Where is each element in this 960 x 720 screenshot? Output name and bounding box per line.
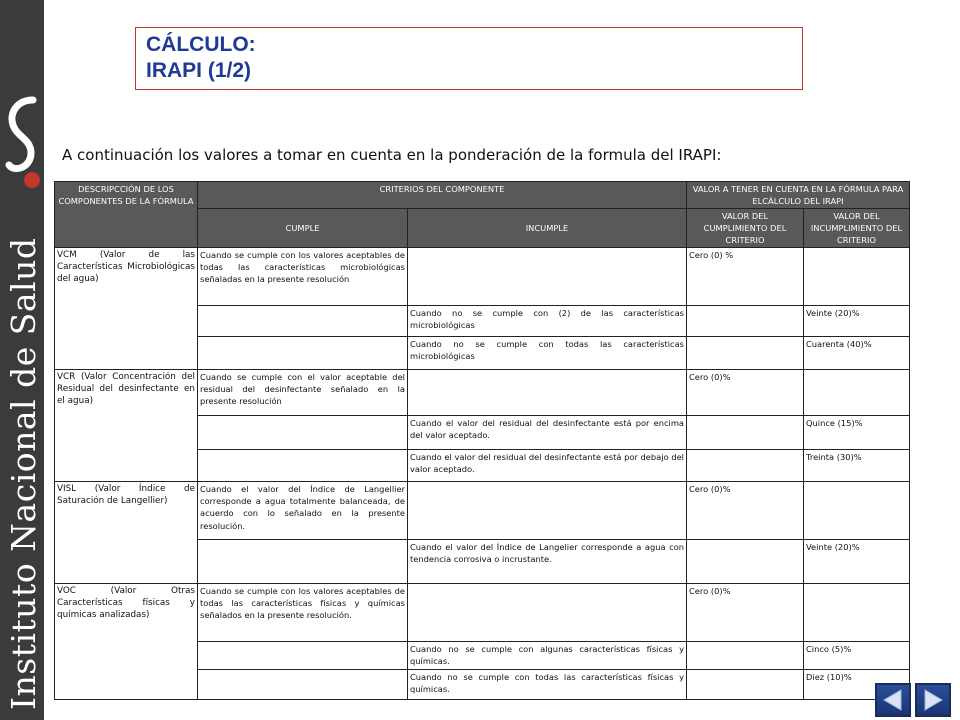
valor-incumple-cell: Veinte (20)% [804,540,910,584]
header-cumple: CUMPLE [198,209,408,248]
valor-incumple-cell: Treinta (30)% [804,450,910,482]
valor-cumple-cell [687,337,804,370]
component-desc: VOC (Valor Otras Características físicas y químicas analizadas) [55,584,198,700]
triangle-right-icon [917,685,949,715]
table-row [55,584,910,642]
cumple-cell [198,540,408,584]
valor-incumple-cell [804,248,910,306]
component-desc: VCM (Valor de las Características Microbiológicas del agua) [55,248,198,370]
cumple-cell: Cuando se cumple con los valores aceptables de todas las características microbiológicas señaladas en la presente resolución [198,248,408,306]
valor-incumple-cell: Quince (15)% [804,416,910,450]
cumple-cell [198,642,408,670]
incumple-cell [408,584,687,642]
header-desc: DESCRIPCCIÓN DE LOS COMPONENTES DE LA FÓRMULA [55,182,198,248]
header-value: VALOR A TENER EN CUENTA EN LA FÓRMULA PARA ELCÁLCULO DEL IRAPI [687,182,910,209]
header-criteria: CRITERIOS DEL COMPONENTE [198,182,687,209]
triangle-left-icon [877,685,909,715]
cumple-cell [198,450,408,482]
intro-text: A continuación los valores a tomar en cuenta en la ponderación de la formula del IRAPI: [62,146,722,164]
page-title-line1: CÁLCULO: [146,33,256,56]
prev-slide-button[interactable] [875,683,911,717]
incumple-cell: Cuando no se cumple con algunas características físicas y químicas. [408,642,687,670]
valor-cumple-cell: Cero (0) % [687,248,804,306]
title-box [135,27,803,90]
valor-incumple-cell: Veinte (20)% [804,306,910,337]
valor-cumple-cell: Cero (0)% [687,482,804,540]
table-row [55,482,910,540]
valor-incumple-cell [804,482,910,540]
valor-cumple-cell: Cero (0)% [687,370,804,416]
incumple-cell: Cuando el valor del Índice de Langelier corresponde a agua con tendencia corrosiva o incrustante. [408,540,687,584]
valor-cumple-cell: Cero (0)% [687,584,804,642]
incumple-cell [408,248,687,306]
cumple-cell [198,306,408,337]
valor-cumple-cell [687,450,804,482]
irapi-table [54,181,910,700]
table-row [55,248,910,306]
incumple-cell: Cuando el valor del residual del desinfectante está por encima del valor aceptado. [408,416,687,450]
valor-incumple-cell [804,584,910,642]
cumple-cell: Cuando se cumple con el valor aceptable del residual del desinfectante señalado en la presente resolución [198,370,408,416]
valor-cumple-cell [687,306,804,337]
component-desc: VISL (Valor Índice de Saturación de Langellier) [55,482,198,584]
header-valor-cumplimiento: VALOR DEL CUMPLIMIENTO DEL CRITERIO [687,209,804,248]
brand-sidebar [0,0,44,720]
ins-logo-icon [3,95,41,195]
cumple-cell [198,670,408,700]
valor-incumple-cell: Diez (10)% [804,670,910,700]
valor-cumple-cell [687,540,804,584]
cumple-cell: Cuando se cumple con los valores aceptables de todas las características físicas y químicas señalados en la presente resolución. [198,584,408,642]
valor-incumple-cell [804,370,910,416]
valor-incumple-cell: Cinco (5)% [804,642,910,670]
incumple-cell: Cuando no se cumple con todas las características físicas y químicas. [408,670,687,700]
incumple-cell [408,482,687,540]
valor-incumple-cell: Cuarenta (40)% [804,337,910,370]
next-slide-button[interactable] [915,683,951,717]
page-title-line2: IRAPI (1/2) [146,59,252,82]
incumple-cell [408,370,687,416]
valor-cumple-cell [687,642,804,670]
header-incumple: INCUMPLE [408,209,687,248]
incumple-cell: Cuando el valor del residual del desinfectante está por debajo del valor aceptado. [408,450,687,482]
valor-cumple-cell [687,670,804,700]
header-valor-incumplimiento: VALOR DEL INCUMPLIMIENTO DEL CRITERIO [804,209,910,248]
component-desc: VCR (Valor Concentración del Residual del desinfectante en el agua) [55,370,198,482]
cumple-cell [198,337,408,370]
valor-cumple-cell [687,416,804,450]
cumple-cell [198,416,408,450]
table-row [55,370,910,416]
incumple-cell: Cuando no se cumple con (2) de las características microbiológicas [408,306,687,337]
cumple-cell: Cuando el valor del Índice de Langellier corresponde a agua totalmente balanceada, de acuerdo con lo señalado en la presente resolución. [198,482,408,540]
brand-name: Instituto Nacional de Salud [4,237,43,710]
incumple-cell: Cuando no se cumple con todas las características microbiológicas [408,337,687,370]
table-header-row [55,182,910,209]
